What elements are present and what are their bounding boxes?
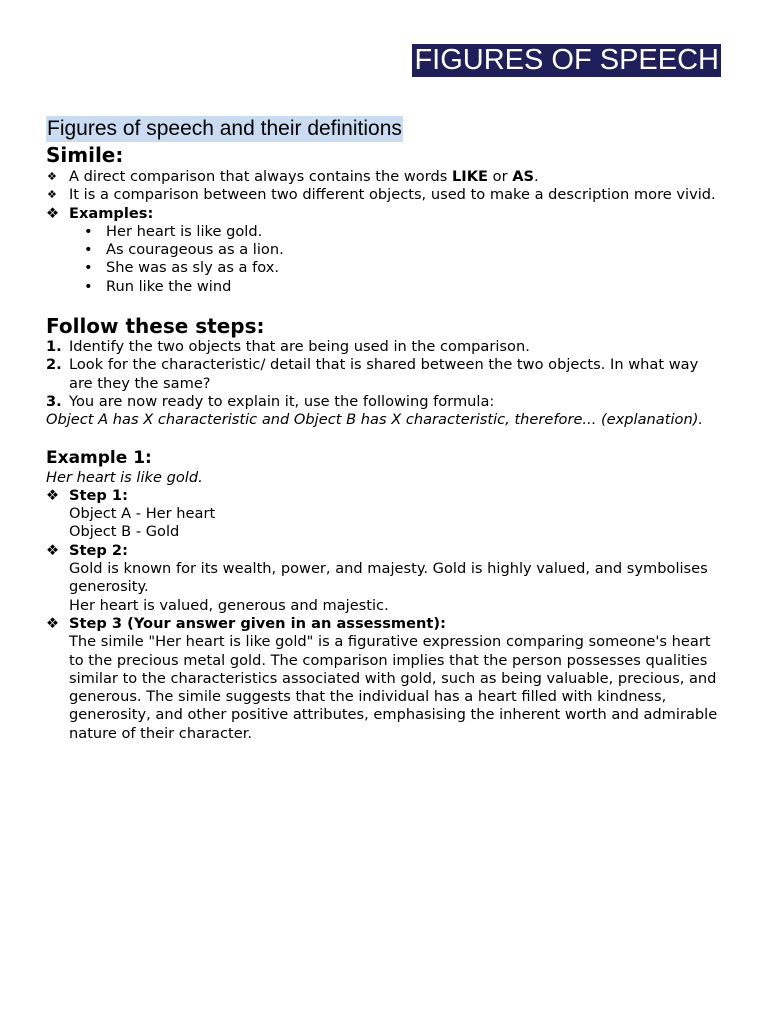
def1-text-mid: or — [488, 168, 513, 185]
def1-text-pre: A direct comparison that always contains the words — [69, 168, 452, 185]
examples-label-row — [46, 205, 726, 223]
step3-label: Step 3 (Your answer given in an assessment): — [69, 614, 446, 632]
diamond-large-icon: ❖ — [46, 541, 60, 559]
step-number: 2. — [46, 356, 62, 374]
step2-text: Gold is known for its wealth, power, and majesty. Gold is highly valued, and symbolises generosity. — [69, 560, 708, 596]
step-item-2 — [46, 356, 726, 393]
step3-text: The simile "Her heart is like gold" is a figurative expression comparing someone's heart to the precious metal gold. The comparison implies that the person possesses qualities similar to the characteristics associated with gold, such as being valuable, precious, and generous. The simile suggests that the individual has a heart filled with kindness, generosity, and other positive attributes, emphasising the inherent worth and admirable nature of their character. — [69, 633, 718, 742]
dot-icon: • — [84, 222, 93, 240]
example1-sentence: Her heart is like gold. — [46, 468, 203, 486]
def2-text: It is a comparison between two different objects, used to make a description more vivid. — [69, 186, 716, 204]
simile-definition-2 — [46, 186, 726, 204]
step-text: Look for the characteristic/ detail that is shared between the two objects. In what way are they the same? — [69, 356, 699, 392]
example1-step2 — [46, 542, 726, 615]
example1-heading: Example 1: — [46, 447, 152, 468]
document-content — [46, 116, 726, 743]
example-text: Run like the wind — [106, 277, 232, 295]
def1-as: AS — [512, 168, 535, 185]
list-item — [46, 223, 726, 241]
step1-object-b: Object B - Gold — [69, 523, 180, 541]
step-item-1 — [46, 338, 726, 356]
dot-icon: • — [84, 241, 93, 259]
simile-definition-1 — [46, 168, 726, 186]
example-text: Her heart is like gold. — [106, 222, 263, 240]
def1-like: LIKE — [451, 168, 488, 185]
step2-label: Step 2: — [69, 541, 128, 559]
step1-object-a: Object A - Her heart — [69, 505, 216, 523]
formula-text: Object A has X characteristic and Object B has X characteristic, therefore... (explanation). — [46, 411, 704, 429]
step2-text-2: Her heart is valued, generous and majestic. — [69, 596, 389, 614]
example1-step1 — [46, 487, 726, 542]
step-number: 1. — [46, 338, 62, 356]
list-item — [46, 278, 726, 296]
diamond-large-icon: ❖ — [46, 486, 60, 504]
diamond-large-icon: ❖ — [46, 614, 60, 632]
simile-heading: Simile: — [46, 143, 124, 167]
dot-icon: • — [84, 277, 93, 295]
steps-heading: Follow these steps: — [46, 314, 265, 339]
list-item — [46, 241, 726, 259]
step-item-3 — [46, 393, 726, 411]
page-banner-title: FIGURES OF SPEECH — [414, 44, 719, 76]
example-text: She was as sly as a fox. — [106, 259, 280, 277]
step-text: Identify the two objects that are being used in the comparison. — [69, 338, 530, 356]
step1-label: Step 1: — [69, 486, 128, 504]
diamond-small-icon: ❖ — [47, 170, 57, 183]
example-text: As courageous as a lion. — [106, 241, 284, 259]
example1-step3 — [46, 615, 726, 743]
def1-text-post: . — [534, 168, 539, 185]
diamond-large-icon: ❖ — [46, 204, 60, 222]
step-text: You are now ready to explain it, use the following formula: — [69, 392, 495, 410]
step-number: 3. — [46, 392, 62, 410]
examples-label: Examples: — [69, 204, 154, 222]
section-subtitle: Figures of speech and their definitions — [47, 117, 402, 140]
diamond-small-icon: ❖ — [47, 188, 57, 202]
dot-icon: • — [84, 259, 93, 277]
list-item — [46, 259, 726, 277]
